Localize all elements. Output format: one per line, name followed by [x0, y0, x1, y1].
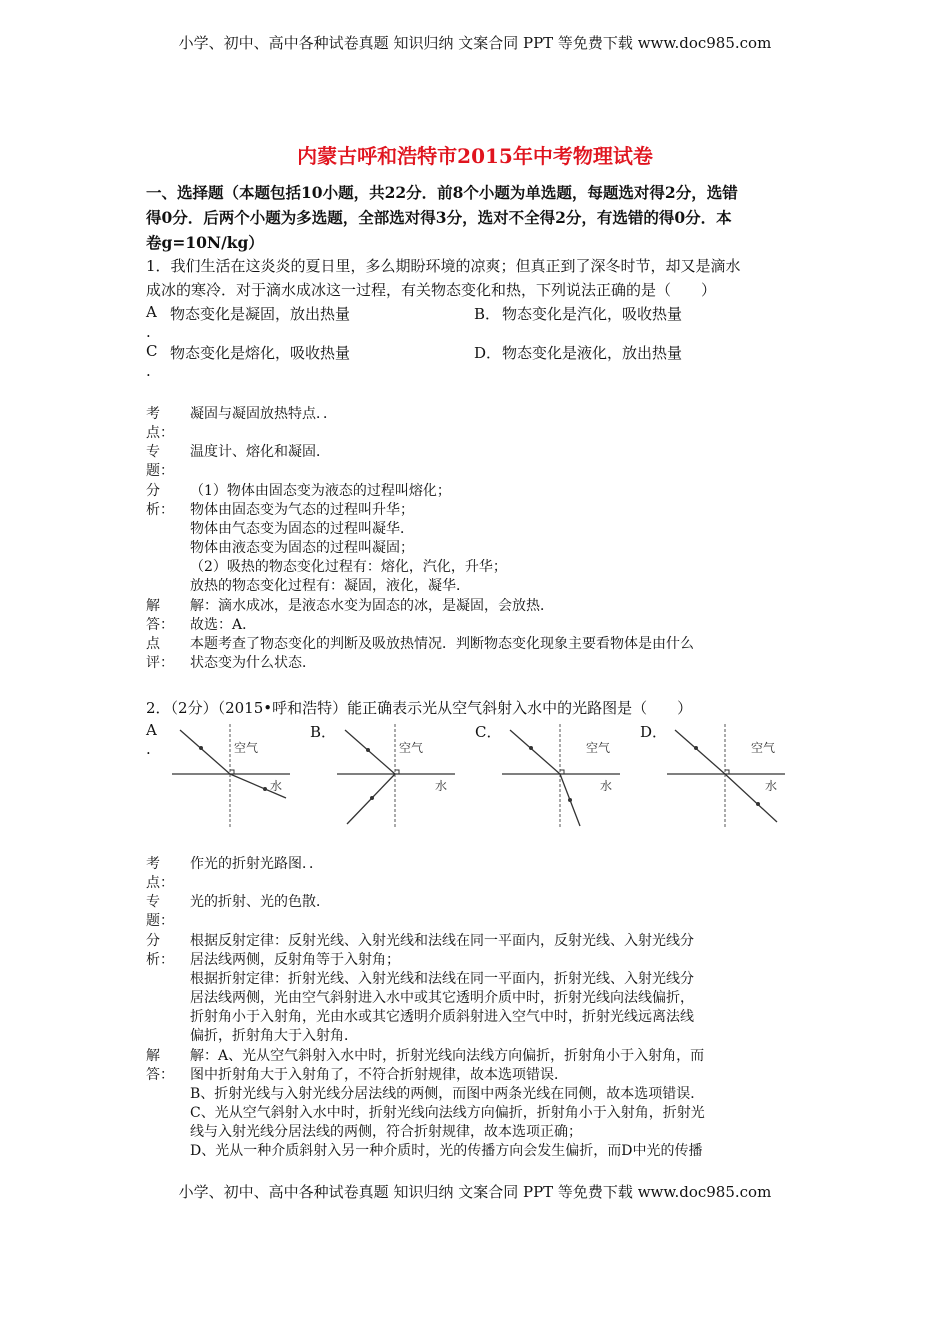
q1-jieda-label: 解 [146, 598, 160, 614]
q1-zhuanti-label: 题： [146, 463, 174, 479]
q1-fenxi-line: 放热的物态变化过程有：凝固，液化，凝华． [190, 578, 470, 594]
water-label: 水 [435, 779, 448, 793]
q2-jieda-line: B、折射光线与入射光线分居法线的两侧，而图中两条光线在同侧，故本选项错误． [190, 1086, 705, 1102]
q2-fenxi-line: 偏折，折射角大于入射角． [190, 1028, 358, 1044]
q2-diagram-d-letter: D． [640, 723, 668, 741]
q1-stem-line: 成冰的寒冷．对于滴水成冰这一过程，有关物态变化和热，下列说法正确的是（ ） [146, 281, 717, 299]
q2-jieda-line: 线与入射光线分居法线的两侧，符合折射规律，故本选项正确； [190, 1124, 582, 1140]
q2-fenxi-label: 分 [146, 933, 160, 949]
q1-fenxi-label: 析： [146, 502, 174, 518]
q1-option-a-text: 物态变化是凝固，放出热量 [170, 305, 351, 323]
q2-fenxi-label: 析： [146, 952, 174, 968]
q2-jieda-label: 解 [146, 1048, 160, 1064]
q1-dianping-line: 状态变为什么状态． [190, 655, 316, 671]
q2-fenxi-line: 根据折射定律：折射光线、入射光线和法线在同一平面内，折射光线、入射光线分 [190, 971, 694, 987]
page-title: 内蒙古呼和浩特市2015年中考物理试卷 [297, 144, 653, 168]
q1-stem-line: 1．我们生活在这炎炎的夏日里，多么期盼环境的凉爽；但真正到了深冬时节，却又是滴水 [146, 257, 741, 275]
page-header: 小学、初中、高中各种试卷真题 知识归纳 文案合同 PPT 等免费下载 www.doc985.com [178, 34, 772, 52]
q2-zhuanti-label: 专 [146, 894, 160, 910]
q2-jieda-line: 图中折射角大于入射角了，不符合折射规律，故本选项错误． [190, 1067, 568, 1083]
q1-option-d-text: 物态变化是液化，放出热量 [502, 344, 683, 362]
q1-fenxi-line: （2）吸热的物态变化过程有：熔化，汽化，升华； [190, 559, 507, 575]
q2-jieda-line: 解：A、光从空气斜射入水中时，折射光线向法线方向偏折，折射角小于入射角，而 [190, 1048, 705, 1064]
q1-jieda-line: 故选：A． [190, 617, 257, 633]
q1-option-a-letter: A [146, 303, 157, 321]
q1-fenxi-label: 分 [146, 483, 160, 499]
q1-option-b-text: 物态变化是汽化，吸收热量 [502, 305, 683, 323]
q2-fenxi-line: 根据反射定律：反射光线、入射光线和法线在同一平面内，反射光线、入射光线分 [190, 933, 694, 949]
q2-diagram-c [500, 722, 625, 830]
q1-kaodian-label: 点： [146, 425, 174, 441]
q2-stem: 2．（2分）（2015•呼和浩特）能正确表示光从空气斜射入水中的光路图是（ ） [146, 699, 693, 717]
q1-zhuanti-text: 温度计、熔化和凝固． [190, 444, 330, 460]
q2-fenxi-line: 居法线两侧，光由空气斜射进入水中或其它透明介质中时，折射光线向法线偏折， [190, 990, 694, 1006]
q1-jieda-label: 答： [146, 617, 174, 633]
water-label: 水 [270, 779, 283, 793]
q1-option-b-letter: B． [474, 305, 501, 323]
q1-kaodian-label: 考 [146, 406, 160, 422]
q2-diagram-a [170, 722, 295, 830]
q2-diagram-a-dot: . [146, 740, 151, 758]
q2-zhuanti-text: 光的折射、光的色散． [190, 894, 330, 910]
q2-diagram-b [335, 722, 460, 830]
q1-dianping-line: 本题考查了物态变化的判断及吸放热情况．判断物态变化现象主要看物体是由什么 [190, 636, 694, 652]
q2-jieda-line: D、光从一种介质斜射入另一种介质时，光的传播方向会发生偏折，而D中光的传播 [190, 1143, 703, 1159]
air-label: 空气 [586, 741, 611, 755]
q1-kaodian-text: 凝固与凝固放热特点．． [190, 406, 337, 422]
q1-dianping-label: 点 [146, 636, 160, 652]
q2-jieda-line: C、光从空气斜射入水中时，折射光线向法线方向偏折，折射角小于入射角，折射光 [190, 1105, 705, 1121]
water-label: 水 [600, 779, 613, 793]
page-footer: 小学、初中、高中各种试卷真题 知识归纳 文案合同 PPT 等免费下载 www.doc985.com [178, 1183, 772, 1201]
q1-option-c-dot: . [146, 362, 151, 380]
q2-fenxi-line: 折射角小于入射角，光由水或其它透明介质斜射进入空气中时，折射光线远离法线 [190, 1009, 694, 1025]
q1-jieda-line: 解：滴水成冰，是液态水变为固态的冰，是凝固，会放热． [190, 598, 554, 614]
section-line: 得0分．后两个小题为多选题，全部选对得3分，选对不全得2分，有选错的得0分．本 [146, 208, 732, 227]
q2-jieda-label: 答： [146, 1067, 174, 1083]
q2-kaodian-label: 考 [146, 856, 160, 872]
q2-kaodian-text: 作光的折射光路图．． [190, 856, 323, 872]
water-label: 水 [765, 779, 778, 793]
q1-option-a-dot: . [146, 323, 151, 341]
q1-option-c-letter: C [146, 342, 158, 360]
q1-fenxi-line: 物体由气态变为固态的过程叫凝华． [190, 521, 414, 537]
air-label: 空气 [234, 741, 259, 755]
q1-dianping-label: 评： [146, 655, 174, 671]
q1-zhuanti-label: 专 [146, 444, 160, 460]
q2-zhuanti-label: 题： [146, 913, 174, 929]
q1-fenxi-line: （1）物体由固态变为液态的过程叫熔化； [190, 483, 451, 499]
air-label: 空气 [751, 741, 776, 755]
air-label: 空气 [399, 741, 424, 755]
q2-diagram-b-letter: B． [310, 723, 337, 741]
q1-option-d-letter: D． [474, 344, 502, 362]
q2-diagram-c-letter: C． [475, 723, 502, 741]
q2-diagram-a-letter: A [146, 721, 157, 739]
q1-fenxi-line: 物体由液态变为固态的过程叫凝固； [190, 540, 414, 556]
q1-fenxi-line: 物体由固态变为气态的过程叫升华； [190, 502, 414, 518]
section-line: 一、选择题（本题包括10小题，共22分．前8个小题为单选题，每题选对得2分，选错 [146, 183, 738, 202]
q1-option-c-text: 物态变化是熔化，吸收热量 [170, 344, 351, 362]
q2-diagram-d [665, 722, 790, 830]
q2-fenxi-line: 居法线两侧，反射角等于入射角； [190, 952, 400, 968]
section-line: 卷g=10N/kg） [146, 233, 264, 252]
q2-kaodian-label: 点： [146, 875, 174, 891]
